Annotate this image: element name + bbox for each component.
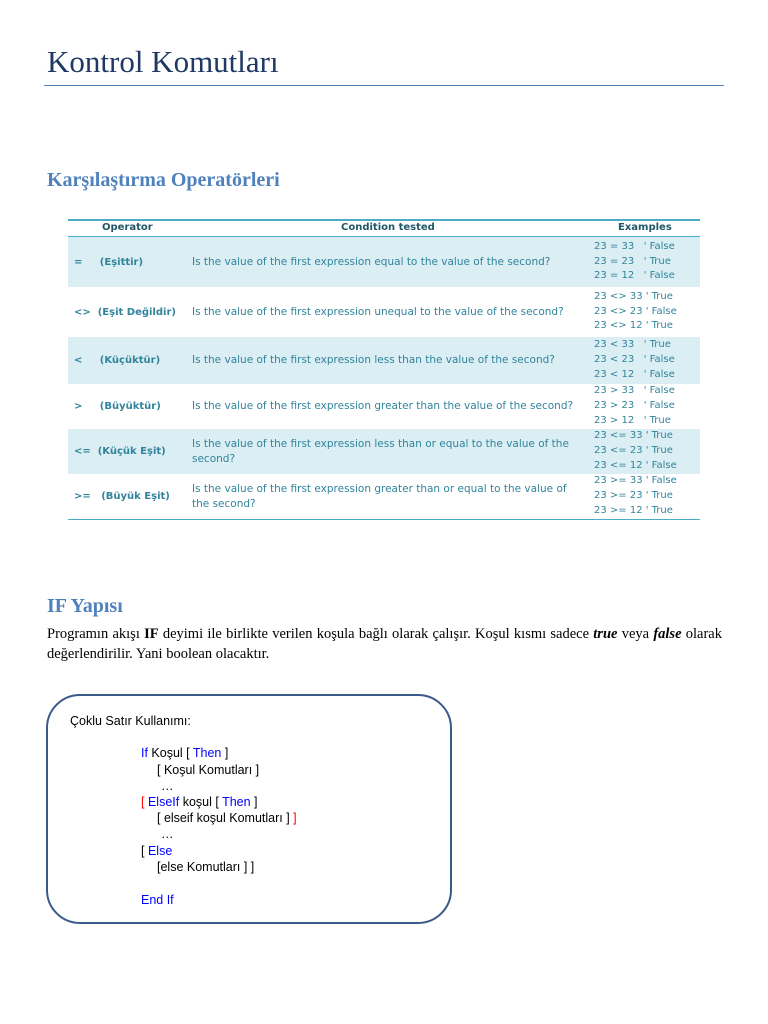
example-line: 23 = 12 ' False: [594, 270, 675, 282]
code-text: ]: [221, 746, 229, 760]
page-title: Kontrol Komutları: [47, 44, 279, 79]
table-row: [68, 337, 700, 384]
column-header-operator: Operator: [102, 222, 153, 233]
then-keyword: Then: [222, 795, 251, 809]
operator-cell: <> (Eşit Değildir): [74, 306, 176, 318]
examples-cell: [594, 287, 698, 337]
operator-cell: >= (Büyük Eşit): [74, 491, 170, 502]
code-bracket: [: [141, 795, 148, 809]
if-keyword: IF: [144, 626, 159, 642]
code-line: [141, 745, 228, 761]
example-line: 23 >= 12 ' True: [594, 504, 673, 516]
code-line: [141, 794, 258, 810]
condition-cell: Is the value of the first expression less than or equal to the value of the second?: [192, 437, 569, 465]
example-line: 23 = 23 ' True: [594, 255, 671, 267]
operator-cell: = (Eşittir): [74, 256, 144, 268]
true-keyword: true: [593, 626, 618, 642]
examples-cell: [594, 474, 698, 519]
example-line: 23 >= 33 ' False: [594, 475, 677, 487]
example-line: 23 <= 33 ' True: [594, 430, 673, 442]
operators-table: [68, 219, 700, 520]
else-keyword: Else: [147, 844, 173, 858]
code-example-box: [46, 694, 452, 924]
then-keyword: Then: [192, 746, 222, 760]
section-heading-if: IF Yapısı: [47, 595, 123, 617]
table-row: [68, 474, 700, 519]
table-row: [68, 384, 700, 429]
example-line: 23 > 12 ' True: [594, 414, 671, 426]
paragraph-text: Programın akışı: [47, 626, 145, 642]
example-line: 23 < 33 ' True: [594, 339, 671, 351]
code-bracket: ]: [293, 811, 297, 825]
paragraph-text: veya: [617, 626, 654, 642]
examples-cell: [594, 429, 698, 474]
condition-cell: Is the value of the first expression less than the value of the second?: [192, 354, 555, 366]
example-line: 23 < 23 ' False: [594, 354, 675, 366]
condition-cell: Is the value of the first expression unequal to the value of the second?: [192, 305, 564, 318]
column-header-condition: Condition tested: [341, 222, 435, 233]
code-line: [ Koşul Komutları ]: [157, 763, 260, 777]
examples-cell: [594, 384, 698, 429]
table-row: [68, 237, 700, 287]
false-keyword: false: [653, 626, 682, 642]
operator-cell: < (Küçüktür): [74, 355, 161, 366]
example-line: 23 > 33 ' False: [594, 385, 675, 397]
code-line: [else Komutları ] ]: [157, 860, 255, 874]
example-line: 23 = 33 ' False: [594, 240, 675, 252]
table-header: [68, 221, 700, 237]
operator-cell: <= (Küçük Eşit): [74, 446, 166, 457]
end-if-keyword: End If: [141, 893, 174, 907]
if-description-paragraph: [47, 624, 722, 664]
column-header-examples: Examples: [618, 222, 672, 233]
example-line: 23 >= 23 ' True: [594, 490, 673, 502]
code-text: koşul [: [179, 795, 223, 809]
example-line: 23 > 23 ' False: [594, 400, 675, 412]
example-line: 23 < 12 ' False: [594, 368, 675, 380]
example-line: 23 <> 12 ' True: [594, 320, 673, 332]
if-keyword: If: [141, 746, 148, 760]
code-text: ]: [250, 795, 258, 809]
code-text: [: [141, 844, 148, 858]
condition-cell: Is the value of the first expression equal to the value of the second?: [192, 255, 551, 268]
example-line: 23 <= 23 ' True: [594, 445, 673, 457]
table-row: [68, 429, 700, 474]
example-line: 23 <= 12 ' False: [594, 459, 677, 471]
paragraph-text: deyimi ile birlikte verilen koşula bağlı olarak çalışır. Koşul kısmı sadece: [158, 626, 594, 642]
code-box-title: Çoklu Satır Kullanımı:: [70, 714, 191, 728]
example-line: 23 <> 33 ' True: [594, 290, 673, 302]
example-line: 23 <> 23 ' False: [594, 305, 677, 317]
condition-cell: Is the value of the first expression greater than the value of the second?: [192, 400, 574, 412]
code-line: [141, 843, 172, 859]
condition-cell: Is the value of the first expression greater than or equal to the value of the second?: [192, 482, 567, 510]
table-row: [68, 287, 700, 337]
code-text: Koşul [: [147, 746, 193, 760]
code-text: [ elseif koşul Komutları ]: [157, 811, 294, 825]
examples-cell: [594, 337, 698, 384]
code-line: …: [161, 779, 174, 793]
table-bottom-rule: [68, 519, 700, 520]
title-divider: [44, 85, 724, 86]
paragraph-text: olarak değerlendirilir. Yani boolean olacaktır.: [47, 626, 722, 662]
code-line: …: [161, 827, 174, 841]
examples-cell: [594, 237, 698, 287]
operator-cell: > (Büyüktür): [74, 401, 161, 412]
section-heading-operators: Karşılaştırma Operatörleri: [47, 169, 280, 191]
code-line: [157, 810, 297, 826]
elseif-keyword: ElseIf: [147, 795, 180, 809]
